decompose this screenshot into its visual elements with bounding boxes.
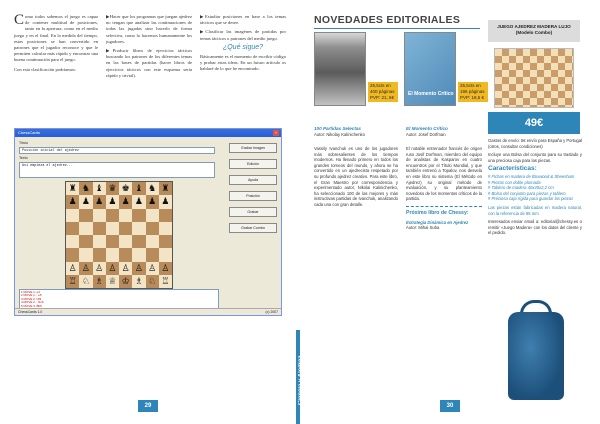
book-author: Autor: Nikolay Kalinichenko [314,132,365,137]
board-square[interactable]: ♞ [146,182,159,195]
table-row[interactable]: 5 MOVE 3. Bb5 [21,303,42,308]
drop-cap: C [14,12,25,28]
moves-table[interactable] [19,289,219,309]
divider [314,28,480,29]
left-column-1 [14,14,98,76]
board-square[interactable]: ♞ [79,182,92,195]
chess-bag-image [508,312,564,400]
board-square[interactable]: ♗ [132,275,145,288]
board-square[interactable] [132,222,145,235]
board-square[interactable]: ♖ [66,275,79,288]
board-square[interactable]: ♟ [66,195,79,208]
feature-item: # Tablero de madera 40x40x2,2 cm [488,185,554,191]
board-square[interactable] [119,248,132,261]
board-square[interactable]: ♟ [79,195,92,208]
board-square[interactable] [146,235,159,248]
board-square[interactable]: ♜ [66,182,79,195]
book-author: Autor: Josef Dorfman [406,132,446,137]
board-square[interactable] [119,222,132,235]
status-bar [15,308,281,315]
status-right: (c) 2007 [265,310,278,314]
edit-button[interactable]: Edición [229,159,277,169]
divider [406,206,482,207]
table-row[interactable]: 4 MOVE 2... Nc6 [21,300,44,305]
contact-paragraph: Interesados enviar email a: editorial@chessy.es o remitir «Juego Madera» con los datos del cliente y el pedido. [488,219,582,236]
board-square[interactable]: ♗ [93,275,106,288]
window-title: ChessCards [18,130,41,135]
board-square[interactable] [93,248,106,261]
save-combo-button[interactable]: Grabar Combo [229,223,277,233]
board-square[interactable] [132,209,145,222]
board-square[interactable] [106,209,119,222]
next-book-heading: Próximo libro de Chessy: [406,209,469,216]
board-square[interactable] [132,248,145,261]
board-square[interactable] [146,209,159,222]
board-square[interactable]: ♙ [79,262,92,275]
page-title: NOVEDADES EDITORIALES [314,14,461,26]
book-cover-1 [314,32,366,106]
software-screenshot [14,128,282,316]
board-square[interactable] [66,209,79,222]
title-input[interactable]: Posición inicial del ajedrez [19,147,215,154]
next-book-author: Autor: Mihai Suba [406,225,440,231]
board-square[interactable]: ♝ [93,182,106,195]
board-square[interactable] [159,235,172,248]
board-square[interactable]: ♟ [146,195,159,208]
board-square[interactable] [79,222,92,235]
board-square[interactable]: ♟ [159,195,172,208]
board-square[interactable] [106,248,119,261]
price-label: 25,5cts en 400 páginas PVP: 21, 5€ [368,82,398,102]
bullet-paragraph: ▶Estudiar posiciones en base a los temas tácticos que se desee. [200,14,286,26]
board-square[interactable]: ♙ [93,262,106,275]
board-square[interactable]: ♟ [106,195,119,208]
board-square[interactable] [159,248,172,261]
price-label: 25,5cts en 196 páginas PVP: 18,5 € [458,82,488,102]
save-image-button[interactable]: Grabar Imagen [229,143,277,153]
board-square[interactable] [79,209,92,222]
board-square[interactable]: ♙ [119,262,132,275]
save-button[interactable]: Grabar [229,207,277,217]
board-square[interactable] [93,222,106,235]
table-row[interactable]: 2 MOVE 1... e5 [21,293,42,298]
board-square[interactable]: ♙ [106,262,119,275]
board-square[interactable]: ♙ [159,262,172,275]
feature-item: # Fichas en madera de Boxwood & Sheesham [488,173,575,179]
board-square[interactable] [132,235,145,248]
window-title-bar [15,129,281,137]
page-number: 30 [440,400,460,412]
product-title: JUEGO AJEDREZ MADERA LUJO (Modelo Combo) [488,20,580,42]
board-square[interactable] [66,222,79,235]
book-title: El Momento Crítico [406,126,448,131]
board-square[interactable]: ♝ [132,182,145,195]
board-square[interactable] [119,235,132,248]
feature-item: # Bolsa del conjunto para piezas y tablero [488,190,566,196]
text-input[interactable]: Así empieza el ajedrez... [19,162,215,178]
board-square[interactable]: ♙ [146,262,159,275]
book-cover-2 [404,32,456,106]
table-row[interactable]: 3 MOVE 2. Nf3 [21,296,42,301]
bullet-paragraph: ▶Producir libros de ejercicios tácticos buscando los patrones de los diferentes temas en las bases de partidas (hacer libros de ejercicios tácticos con este esquema sería rápido y trivial). [106,48,192,78]
feature-item: # Piezas con doble plomada [488,179,541,185]
bullet-paragraph: ▶Clasificar las imagénes de partidas por temas tácticos o patrones del medio juego. [200,29,286,41]
help-button[interactable]: Ayuda [229,175,277,185]
chess-board[interactable] [65,181,173,289]
status-left: ChessCards 1.0 [18,310,43,314]
board-square[interactable] [106,222,119,235]
book-description [406,146,482,231]
paragraph: Gastos de envío: 5€ envío para España y Portugal (otros, consultar condiciones) [488,138,582,149]
book-title: 100 Partidas Selectas [314,126,361,131]
board-square[interactable]: ♙ [66,262,79,275]
right-page [300,0,600,424]
board-square[interactable]: ♔ [119,275,132,288]
title-label: Título [19,141,28,145]
board-square[interactable] [93,235,106,248]
book-description: Vassily Ivanchuk es uno de los jugadores más sobresalientes de los tiempos modernos. Ha llenado primero en todos los grandes torneos del mundo, y ahora se ha convertido en un ajedrecista respetado por su profundo ajedrez creativo. Para este libro, el Gran Maestro por correspondencia y experimentado autor, Nikolai Kalinichenko, ha seleccionado 100 de las mejores y más instructivas partidas de Ivanchuk, analizando cada una con gran detalle. [314,146,398,207]
board-square[interactable]: ♟ [119,195,132,208]
chess-set-image [494,48,574,108]
board-square[interactable] [79,235,92,248]
board-square[interactable] [93,209,106,222]
product-details [488,138,582,236]
bullet-paragraph: ▶Hacer que los programas que juegan ajedrez no tengan que analizar las continuaciones de todas las jugadas sino hacerlo de forma selectiva, como lo hacemos humanamente los jugadores. [106,14,192,44]
left-column-2 [106,14,192,82]
paragraph: El notable entrenador francés de origen ruso Josif Dorfman, miembro del equipo de analistas de Kasparov en cuatro encuentros por el Título Mundial, y que también entrenó a Topalov, nos desvela en este libro su sistema (El Método en Ajedrez) su original método de evaluación, y su planteamiento novedoso de los momentos críticos de la partida. [406,146,482,202]
board-square[interactable] [159,209,172,222]
board-square[interactable]: ♟ [93,195,106,208]
board-square[interactable]: ♘ [146,275,159,288]
paragraph: omo todos sabemos el juego es capaz de contener multitud de posiciones, tanto en la apertura, como en el medio juego y en el final. En la medida del tiempo, estas posiciones se han convertido en patrones que el jugador reconoce y que le permiten calcular más rápido y encontrar una buena continuación para el juego. [14,14,98,63]
section-heading: ¿Qué sigue? [222,43,264,51]
text-label: Texto [19,156,28,160]
board-square[interactable]: ♙ [132,262,145,275]
book-cover-title: El Momento Crítico [408,91,454,97]
board-square[interactable] [119,209,132,222]
close-icon[interactable]: × [274,130,278,135]
page-number: 29 [138,400,158,412]
paragraph: Con esta clasificación podríamos: [14,66,77,72]
product-price: 49€ [488,112,580,134]
board-square[interactable] [106,235,119,248]
board-square[interactable] [146,248,159,261]
feature-item: # Preciosa caja rígida para guardar las piezas [488,196,574,202]
board-square[interactable] [66,235,79,248]
board-square[interactable]: ♕ [106,275,119,288]
position-button[interactable]: Posición [229,191,277,201]
board-square[interactable]: ♜ [159,182,172,195]
paragraph: Básicamente es el momento de escribir código y probar estas ideas. En un futuro artículo os hablaré de lo que he encontrado. [200,54,286,72]
board-square[interactable] [66,248,79,261]
board-square[interactable] [79,248,92,261]
board-square[interactable]: ♛ [106,182,119,195]
board-square[interactable]: ♟ [132,195,145,208]
left-column-3 [200,14,286,76]
board-square[interactable]: ♚ [119,182,132,195]
paragraph: Las piezas están fabricadas en madera natural, con la referencia de 85 mm [488,204,582,216]
board-square[interactable]: ♘ [79,275,92,288]
board-square[interactable] [159,222,172,235]
features-heading: Características: [488,165,537,173]
next-book-title: Estrategia Dinámica en Ajedrez [406,219,469,225]
board-square[interactable]: ♖ [159,275,172,288]
paragraph: Incluye una Bolsa del conjunto para su traslado y una preciosa caja para las piezas. [488,152,582,163]
table-row[interactable]: 1 MOVE 1. e4 [21,290,40,294]
board-square[interactable] [146,222,159,235]
